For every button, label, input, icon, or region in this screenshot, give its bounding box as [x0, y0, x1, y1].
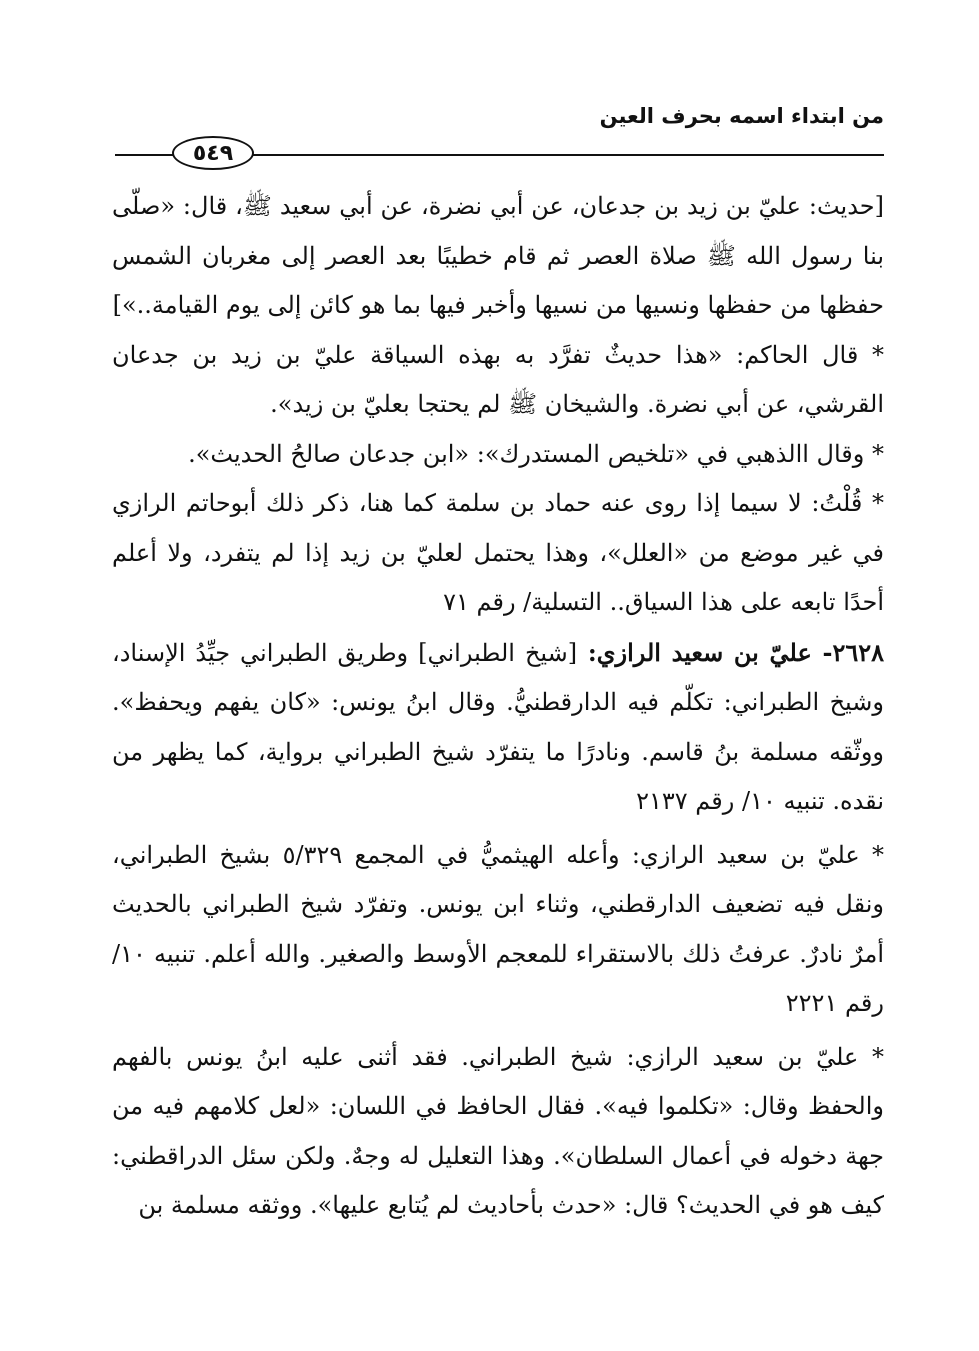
paragraph-qultu: * قُلْتُ: لا سيما إذا روى عنه حماد بن سلمة كما هنا، ذكر ذلك أبوحاتم الرازي في غير موضع من «العلل»، وهذا يحتمل لعليّ بن زيد إذا لم يتفرد، ولا أعلم أحدًا تابعه على هذا السياق.. التسلية/ رقم ٧١: [112, 489, 884, 616]
entry-name: عليّ بن سعيد الرازي:: [577, 637, 812, 667]
entry-number: ٢٦٢٨-: [811, 637, 884, 667]
entry-text: [شيخ الطبراني] وطريق الطبراني جيِّدُ الإسناد، وشيخ الطبراني: تكلّم فيه الدارقطنيُّ. وقال ابنُ يونس: «كان يفهم ويحفظ». ووثّقه مسلمة بنُ قاسم. ونادرًا ما يتفرّد شيخ الطبراني برواية، كما يظهر من نقده. تنبيه ١٠/ رقم ٢١٣٧: [112, 638, 884, 815]
paragraph-ibn-yunus: * عليّ بن سعيد الرازي: شيخ الطبراني. فقد أثنى عليه ابنُ يونس بالفهم والحفظ وقال: «تكلموا فيه». فقال الحافظ في اللسان: «لعل كلامهم فيه من جهة دخوله في أعمال السلطان». وهذا التعليل له وجهٌ. ولكن سئل الدراقطني: كيف هو في الحديث؟ قال: «حدث بأحاديث لم يُتابع عليها». ووثقه مسلمة بن: [112, 1042, 884, 1219]
page-number-badge: ٥٤٩: [172, 136, 254, 170]
paragraph-entry-2628: [112, 628, 884, 827]
page-body: [112, 182, 884, 1301]
paragraph-hadith: [حديث: عليّ بن زيد بن جدعان، عن أبي نضرة، عن أبي سعيد ﷺ، قال: «صلّى بنا رسول الله ﷺ صلاة العصر ثم قام خطيبًا بعد العصر إلى مغربان الشمس حفظها من حفظها ونسيها من نسيها وأخبر فيها بما هو كائن إلى يوم القيامة..»]: [112, 192, 884, 319]
paragraph-hakim: * قال الحاكم: «هذا حديثٌ تفرَّد به بهذه السياقة عليّ بن زيد بن جدعان القرشي، عن أبي نضرة. والشيخان ﷺ لم يحتجا بعليّ بن زيد».: [112, 340, 884, 418]
running-header-title: من ابتداء اسمه بحرف العين: [599, 104, 884, 128]
paragraph-dhahabi: * وقال االذهبي في «تلخيص المستدرك»: «ابن جدعان صالحُ الحديث».: [188, 439, 884, 468]
paragraph-haythami: * عليّ بن سعيد الرازي: وأعله الهيثميُّ في المجمع ٥/٣٢٩ بشيخ الطبراني، ونقل فيه تضعيف الدارقطني، وثناء ابن يونس. وتفرّد شيخ الطبراني بالحديث أمرٌ نادرٌ. عرفتُ ذلك بالاستقراء للمعجم الأوسط والصغير. والله أعلم. تنبيه ١٠/ رقم ٢٢٢١: [112, 840, 884, 1017]
